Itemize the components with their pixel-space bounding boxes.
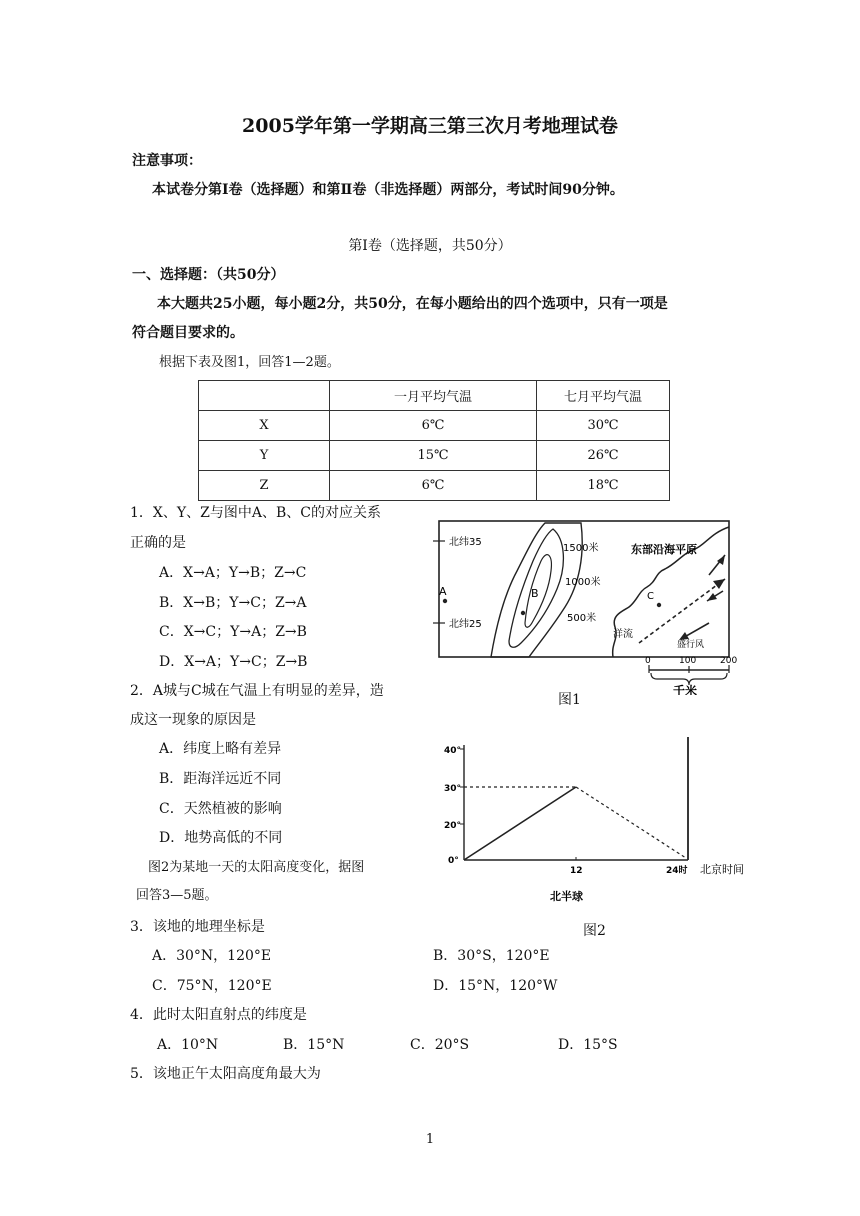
section1-instructions: 本大题共25小题，每小题2分，共50分，在每小题给出的四个选项中，只有一项是 (157, 296, 668, 312)
scale-100: 100 (679, 656, 697, 666)
table-row (199, 471, 670, 501)
contour-1500-label: 1500米 (563, 543, 599, 554)
current-arrow (639, 579, 725, 643)
section1-instructions-cont: 符合题目要求的。 (132, 325, 244, 341)
scale-0: 0 (645, 656, 651, 666)
table-header-cell: 一月平均气温 (330, 381, 537, 411)
figure-1-map (433, 515, 743, 695)
figure-2-caption: 图2 (583, 923, 606, 939)
page-title: 2005学年第一学期高三第三次月考地理试卷 (242, 115, 618, 137)
table-row (199, 441, 670, 471)
q1-option-a: A．X→A；Y→B；Z→C (159, 565, 307, 581)
table-row (199, 411, 670, 441)
table-cell: 26℃ (537, 441, 670, 471)
q2-stem-cont: 成这一现象的原因是 (130, 712, 256, 728)
sun-altitude-descending-dashed (576, 787, 686, 858)
table-cell: 6℃ (330, 471, 537, 501)
scale-200: 200 (720, 656, 738, 666)
q1-option-b: B．X→B；Y→C；Z→A (159, 595, 307, 611)
city-a-label: A (439, 585, 447, 598)
q2-stem: 2．A城与C城在气温上有明显的差异，造 (130, 683, 384, 699)
x-tick-24: 24时 (666, 866, 688, 876)
q3-option-a: A．30°N，120°E (152, 948, 272, 964)
scale-unit: 千米 (673, 684, 698, 695)
y-tick-40: 40° (444, 746, 462, 756)
q2-option-b: B．距海洋远近不同 (159, 771, 282, 787)
q5-stem: 5．该地正午太阳高度角最大为 (130, 1066, 321, 1082)
q4-option-a: A．10°N (157, 1037, 219, 1053)
table-header-cell (199, 381, 330, 411)
notice-text: 本试卷分第Ⅰ卷（选择题）和第Ⅱ卷（非选择题）两部分，考试时间90分钟。 (152, 182, 624, 198)
table-cell: Z (199, 471, 330, 501)
q4-stem: 4．此时太阳直射点的纬度是 (130, 1007, 307, 1023)
current-label: 洋流 (613, 629, 633, 640)
table-cell: 6℃ (330, 411, 537, 441)
x-axis-label: 北京时间 (700, 863, 744, 876)
q1-option-d: D．X→A；Y→C；Z→B (159, 654, 308, 670)
y-tick-0: 0° (448, 856, 459, 866)
section1-heading: 一、选择题：（共50分） (132, 267, 285, 283)
table-cell: 30℃ (537, 411, 670, 441)
city-b-point (521, 611, 525, 615)
page-number: 1 (425, 1132, 435, 1147)
figure-2-chart (440, 735, 760, 910)
x-tick-12: 12 (570, 866, 583, 876)
city-b-label: B (531, 587, 539, 600)
notice-heading: 注意事项： (132, 153, 202, 169)
lead-q1-2: 根据下表及图1，回答1—2题。 (159, 355, 340, 370)
y-tick-30: 30° (444, 784, 462, 794)
city-a-point (443, 599, 447, 603)
figure-1-caption: 图1 (558, 692, 581, 708)
lat35-label: 北纬35 (449, 537, 482, 548)
wind-label: 盛行风 (677, 640, 705, 650)
table-header-row (199, 381, 670, 411)
q3-option-d: D．15°N，120°W (433, 978, 558, 994)
q3-stem: 3．该地的地理坐标是 (130, 919, 265, 935)
lead-q3-5-cont: 回答3—5题。 (136, 888, 218, 903)
contour-1000-label: 1000米 (565, 577, 601, 588)
q3-option-b: B．30°S，120°E (433, 948, 550, 964)
contour-500-label: 500米 (567, 613, 597, 624)
plain-label: 东部沿海平原 (631, 543, 697, 556)
q4-option-d: D．15°S (558, 1037, 618, 1053)
temperature-table (198, 380, 670, 501)
q1-option-c: C．X→C；Y→A；Z→B (159, 624, 307, 640)
q4-option-b: B．15°N (283, 1037, 345, 1053)
y-tick-20: 20° (444, 821, 462, 831)
q3-option-c: C．75°N，120°E (152, 978, 272, 994)
table-header-cell: 七月平均气温 (537, 381, 670, 411)
city-c-point (657, 603, 661, 607)
table-cell: 15℃ (330, 441, 537, 471)
hemisphere-label: 北半球 (550, 890, 583, 903)
q4-option-c: C．20°S (410, 1037, 470, 1053)
table-cell: 18℃ (537, 471, 670, 501)
table-cell: X (199, 411, 330, 441)
lead-q3-5: 图2为某地一天的太阳高度变化，据图 (148, 860, 365, 875)
sun-altitude-rising-line (464, 787, 576, 860)
q2-option-d: D．地势高低的不同 (159, 830, 283, 846)
table-cell: Y (199, 441, 330, 471)
q2-option-a: A．纬度上略有差异 (159, 741, 282, 757)
city-c-label: C (647, 591, 654, 602)
q1-stem: 1．X、Y、Z与图中A、B、C的对应关系 (130, 505, 381, 521)
q2-option-c: C．天然植被的影响 (159, 801, 282, 817)
lat25-label: 北纬25 (449, 619, 482, 630)
q1-stem-cont: 正确的是 (130, 535, 186, 551)
part1-heading: 第Ⅰ卷（选择题，共50分） (348, 238, 512, 254)
